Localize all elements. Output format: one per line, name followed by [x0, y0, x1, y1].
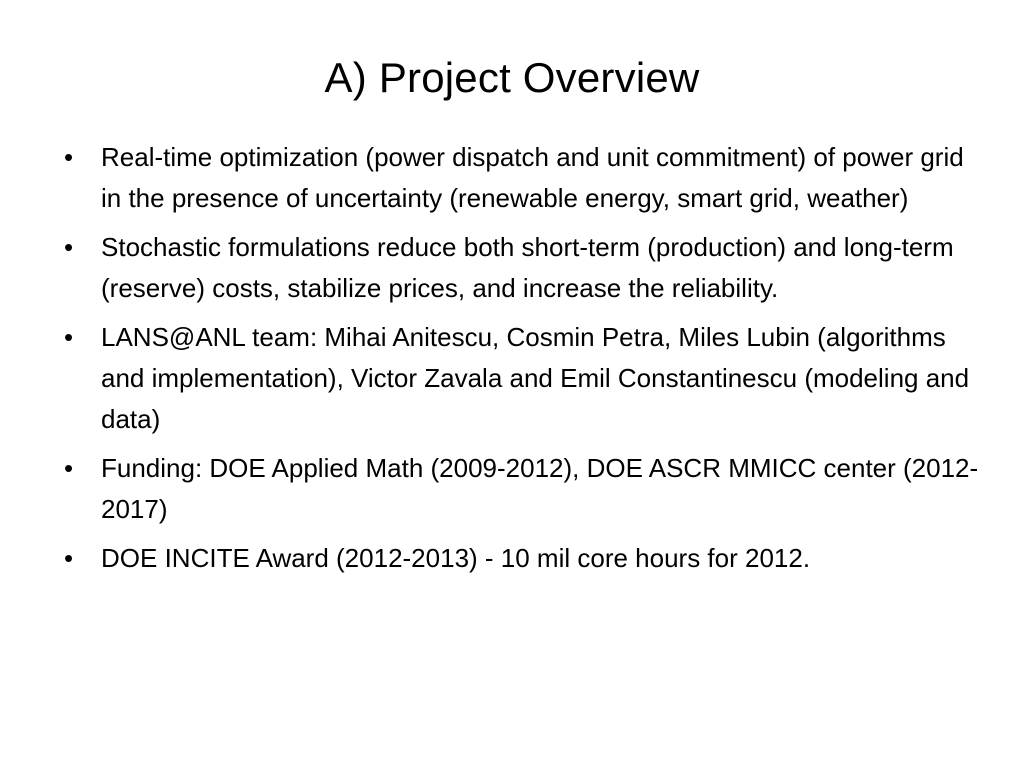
- bullet-icon: •: [64, 543, 74, 573]
- bullet-text: Real-time optimization (power dispatch and unit commitment) of power grid in the presence of uncertainty (renewable energy, smart grid, weather): [101, 142, 964, 213]
- bullet-list: [64, 137, 984, 587]
- bullet-text: Funding: DOE Applied Math (2009-2012), DOE ASCR MMICC center (2012-2017): [101, 453, 979, 524]
- bullet-item-incite-award: [64, 538, 984, 579]
- bullet-text: LANS@ANL team: Mihai Anitescu, Cosmin Petra, Miles Lubin (algorithms and implementation), Victor Zavala and Emil Constantinescu (modeling and data): [101, 322, 970, 434]
- bullet-icon: •: [64, 453, 74, 483]
- bullet-text: Stochastic formulations reduce both short-term (production) and long-term (reserve) costs, stabilize prices, and increase the reliability.: [101, 232, 954, 303]
- bullet-icon: •: [64, 142, 74, 172]
- slide-title: A) Project Overview: [324, 54, 700, 101]
- bullet-item-funding: [64, 448, 984, 530]
- bullet-item-realtime-optimization: [64, 137, 984, 219]
- bullet-text: DOE INCITE Award (2012-2013) - 10 mil core hours for 2012.: [101, 543, 811, 573]
- bullet-item-stochastic-formulations: [64, 227, 984, 309]
- bullet-icon: •: [64, 322, 74, 352]
- bullet-icon: •: [64, 232, 74, 262]
- bullet-item-team: [64, 317, 984, 440]
